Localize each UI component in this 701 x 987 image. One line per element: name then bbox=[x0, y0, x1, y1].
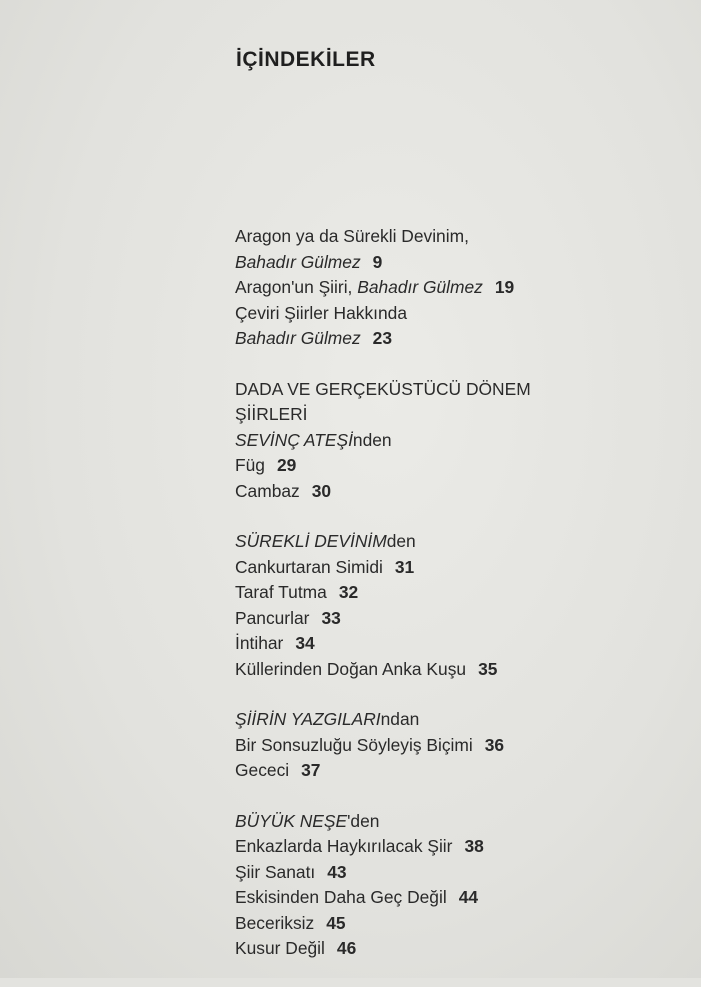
toc-entry-text: Küllerinden Doğan Anka Kuşu bbox=[235, 658, 467, 679]
toc-entry bbox=[235, 606, 675, 632]
toc-entry-text: Çeviri Şiirler Hakkında bbox=[235, 302, 408, 323]
toc-entry-text: Bahadır Gülmez bbox=[235, 328, 361, 348]
toc-page-number: 23 bbox=[372, 328, 393, 348]
toc-entry-text: Cankurtaran Simidi bbox=[235, 556, 383, 577]
toc-entry bbox=[235, 707, 675, 733]
toc-entry bbox=[235, 453, 675, 479]
toc-section bbox=[235, 377, 675, 505]
toc-section bbox=[235, 707, 675, 784]
toc-section bbox=[235, 809, 675, 962]
toc-entry bbox=[235, 911, 675, 937]
toc-page-number: 43 bbox=[327, 861, 347, 882]
toc-page-number: 32 bbox=[338, 582, 359, 602]
toc-page-number: 19 bbox=[494, 277, 515, 297]
toc-section bbox=[235, 224, 675, 352]
toc-entry bbox=[235, 326, 675, 352]
toc-entry bbox=[235, 224, 675, 250]
toc-entry bbox=[235, 834, 675, 860]
toc-entry bbox=[235, 529, 675, 555]
toc-page-number: 31 bbox=[394, 556, 415, 577]
toc-entry-text: Aragon'un Şiiri, bbox=[235, 277, 358, 297]
toc-page-number: 9 bbox=[372, 251, 383, 272]
toc-entry bbox=[235, 377, 675, 403]
toc-page-number: 30 bbox=[311, 480, 332, 501]
toc-page-number: 29 bbox=[276, 455, 297, 475]
toc-page-number: 33 bbox=[321, 607, 341, 628]
toc-section bbox=[235, 529, 675, 682]
toc-entry bbox=[235, 250, 675, 276]
toc-entry-text: Gececi bbox=[235, 760, 290, 780]
table-of-contents bbox=[235, 224, 675, 987]
toc-entry bbox=[235, 428, 675, 454]
toc-page-number: 46 bbox=[336, 938, 357, 958]
toc-entry-text: SÜREKLİ DEVİNİM bbox=[235, 531, 387, 551]
toc-entry bbox=[235, 301, 675, 327]
toc-entry bbox=[235, 580, 675, 606]
toc-entry bbox=[235, 657, 675, 683]
toc-entry-text: Bahadır Gülmez bbox=[235, 251, 361, 272]
toc-page-number: 36 bbox=[484, 734, 505, 755]
toc-entry-text: Enkazlarda Haykırılacak Şiir bbox=[235, 836, 453, 856]
toc-entry-text: den bbox=[386, 531, 416, 551]
toc-entry-text: Cambaz bbox=[235, 480, 300, 501]
toc-entry-text: Kusur Değil bbox=[235, 938, 325, 958]
toc-entry-text: Beceriksiz bbox=[235, 912, 315, 933]
toc-entry-text: ndan bbox=[380, 709, 420, 729]
toc-entry bbox=[235, 758, 675, 784]
toc-entry-text: 'den bbox=[347, 810, 380, 831]
toc-entry-text: Taraf Tutma bbox=[235, 582, 327, 602]
toc-entry bbox=[235, 860, 675, 886]
toc-page-number: 45 bbox=[326, 912, 346, 933]
toc-entry bbox=[235, 402, 675, 428]
toc-page-number: 44 bbox=[458, 887, 479, 907]
toc-entry-text: SEVİNÇ ATEŞİ bbox=[235, 429, 353, 450]
toc-entry-text: BÜYÜK NEŞE bbox=[235, 810, 348, 831]
toc-entry bbox=[235, 885, 675, 911]
toc-page-number: 37 bbox=[301, 760, 321, 780]
toc-entry-text: ŞİİRİN YAZGILARI bbox=[235, 709, 381, 729]
toc-entry-text: ŞİİRLERİ bbox=[235, 404, 308, 424]
toc-entry-text: İntihar bbox=[235, 633, 284, 653]
toc-entry bbox=[235, 275, 675, 301]
toc-page-number: 38 bbox=[464, 836, 484, 856]
toc-entry-text: Şiir Sanatı bbox=[235, 861, 316, 882]
toc-page-number: 34 bbox=[295, 633, 315, 653]
toc-entry-text: nden bbox=[352, 429, 392, 450]
toc-entry-text: Bir Sonsuzluğu Söyleyiş Biçimi bbox=[235, 734, 473, 755]
toc-entry bbox=[235, 936, 675, 962]
toc-entry-text: Pancurlar bbox=[235, 607, 310, 628]
toc-entry bbox=[235, 809, 675, 835]
toc-entry-text: Aragon ya da Sürekli Devinim, bbox=[235, 226, 469, 246]
page-title: İÇİNDEKİLER bbox=[236, 48, 376, 71]
toc-entry-text: DADA VE GERÇEKÜSTÜCÜ DÖNEM bbox=[235, 378, 531, 399]
toc-entry bbox=[235, 555, 675, 581]
toc-page-number: 35 bbox=[478, 658, 498, 679]
toc-entry-text: Bahadır Gülmez bbox=[357, 277, 483, 297]
toc-entry-text: Füg bbox=[235, 455, 265, 475]
toc-entry bbox=[235, 631, 675, 657]
toc-entry bbox=[235, 479, 675, 505]
toc-entry-text: Eskisinden Daha Geç Değil bbox=[235, 887, 447, 907]
toc-entry bbox=[235, 733, 675, 759]
